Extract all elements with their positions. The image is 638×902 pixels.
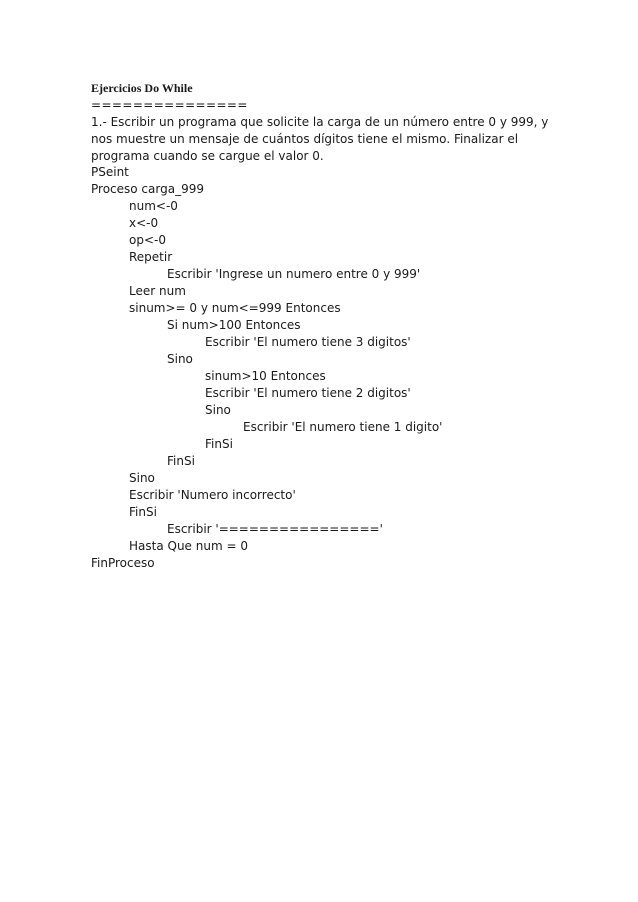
code-line: FinSi (167, 454, 195, 468)
code-line: Proceso carga_999 (91, 182, 204, 196)
code-line: FinSi (205, 437, 233, 451)
code-line: Sino (167, 352, 193, 366)
code-line: Escribir 'Ingrese un numero entre 0 y 999' (167, 267, 421, 281)
code-line: Sino (129, 471, 155, 485)
code-line: Hasta Que num = 0 (129, 539, 248, 553)
title-underline-rule: =============== (91, 98, 248, 112)
code-line: Escribir 'El numero tiene 1 digito' (243, 420, 443, 434)
code-line: Leer num (129, 284, 186, 298)
code-line: Si num>100 Entonces (167, 318, 301, 332)
code-line: Escribir 'El numero tiene 2 digitos' (205, 386, 411, 400)
code-line: Escribir 'El numero tiene 3 digitos' (205, 335, 411, 349)
code-line: FinSi (129, 505, 157, 519)
code-line: op<-0 (129, 233, 166, 247)
pseudocode-block (91, 164, 442, 572)
code-line: sinum>10 Entonces (205, 369, 326, 383)
code-line: FinProceso (91, 556, 155, 570)
code-line: Sino (205, 403, 231, 417)
exercise-statement: 1.- Escribir un programa que solicite la carga de un número entre 0 y 999, y nos muestre un mensaje de cuántos dígitos tiene el mismo. Finalizar el programa cuando se cargue el valor 0. (91, 115, 549, 163)
code-line: sinum>= 0 y num<=999 Entonces (129, 301, 341, 315)
document-title: Ejercicios Do While (91, 81, 193, 95)
code-line: Escribir 'Numero incorrecto' (129, 488, 296, 502)
code-line: x<-0 (129, 216, 159, 230)
code-line: num<-0 (129, 199, 178, 213)
code-line: Repetir (129, 250, 173, 264)
code-line: Escribir '================' (167, 522, 383, 536)
code-line: PSeint (91, 165, 129, 179)
